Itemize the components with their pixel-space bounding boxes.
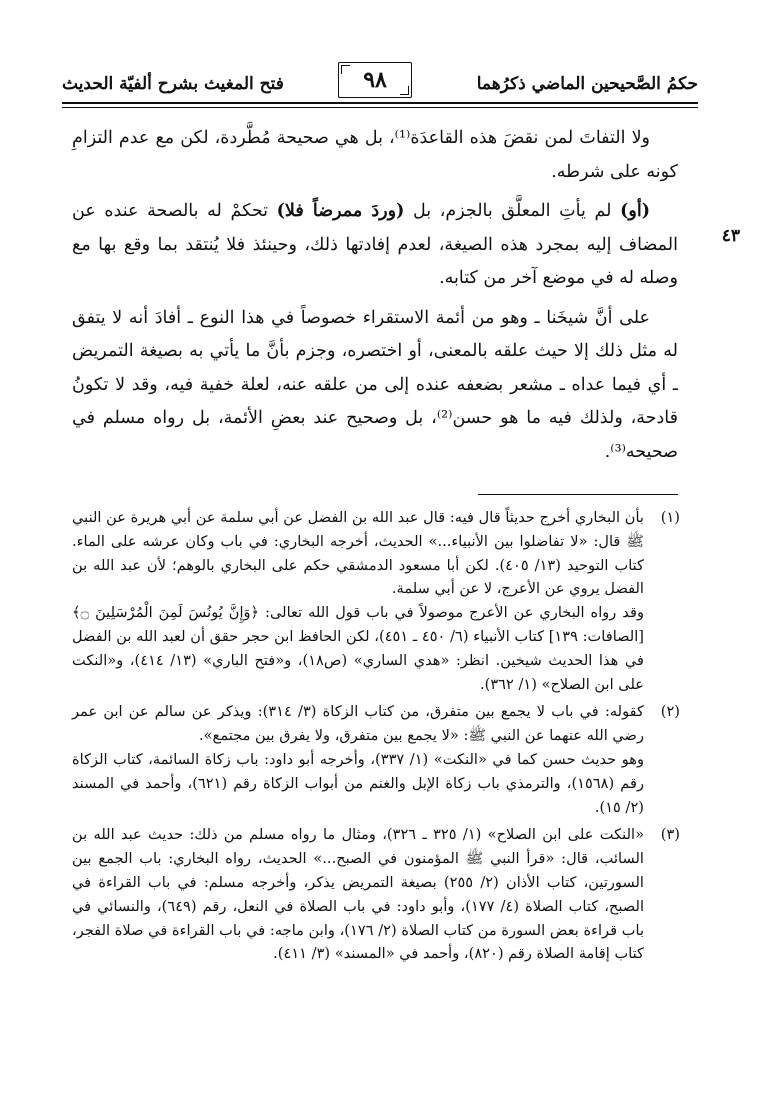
- verse-word-aw: (أو): [620, 201, 650, 221]
- footnote-text: بأن البخاري أخرج حديثاً قال فيه: قال عبد الله بن الفضل عن أبي سلمة عن أبي هريرة عن النبي ﷺ قال: «لا تفاضلوا بين الأنبياء...» الحديث، أخرجه البخاري: في باب وكان عرشه على الماء. كتاب التوحيد (١٣/ ٤٠٥). لكن أبا مسعود الدمشقي حكم على البخاري بالوهم؛ لأن عبد الله بن الفضل يروي عن الأعرج، لا عن أبي سلمة.: [72, 509, 644, 598]
- footnote-text-continued: وقد رواه البخاري عن الأعرج موصولاً في باب قول الله تعالى: ﴿وَإِنَّ يُونُسَ لَمِنَ الْمُرْسَلِينَ ۝﴾ [الصافات: ١٣٩] كتاب الأنبياء (٦/ ٤٥٠ ـ ٤٥١)، لكن الحافظ ابن حجر حقق أن لعبد الله بن الفضل في هذا الحديث شيخين. انظر: «هدي الساري» (ص١٨)، و«فتح الباري» (١٣/ ٤١٤)، و«النكت على ابن الصلاح» (١/ ٣٦٢).: [72, 604, 644, 693]
- margin-number: ٤٣: [721, 226, 740, 246]
- footnote-text-continued: وهو حديث حسن كما في «النكت» (١/ ٣٣٧)، وأخرجه أبو داود: باب زكاة السائمة، كتاب الزكاة رقم (١٥٦٨)، والترمذي باب زكاة الإبل والغنم من أبواب الزكاة رقم (٦٢١)، وأحمد في المسند (٢/ ١٥).: [72, 750, 644, 816]
- footnote-number: (١): [660, 509, 680, 526]
- footnote-number: (٢): [660, 703, 680, 721]
- footnote-2: [72, 700, 680, 819]
- paragraph-2-text-b: تحكمْ له بالصحة عنده عن المضاف إليه بمجرد هذه الصيغة، لعدم إفادتها ذلك، وحينئذ فلا يُنتقد بما وقع بها مع وصله له في موضع آخر من كتابه.: [72, 201, 678, 288]
- running-title-right: حكمُ الصَّحيحين الماضي ذكرُهما: [476, 74, 698, 94]
- page-number: ٩٨: [363, 67, 387, 93]
- paragraph-3: على أنَّ شيخَنا ـ وهو من أئمة الاستقراء خصوصاً في هذا النوع ـ أفادَ أنه لا يتفق له مثل ذلك إلا حيث علقه بالمعنى، أو اختصره، وجزم بأنَّ ما يأتي به بصيغة التمريض ـ أي فيما عداه ـ مشعر بضعفه عنده إلى من علقه عنه، لعلة خفية فيه، وقد لا تكونُ قادحة، ولذلك فيه ما هو حسن⁽²⁾، بل وصحيح عند بعضِ الأئمة، بل رواه مسلم في صحيحه⁽³⁾.: [72, 307, 678, 462]
- running-title-left: فتح المغيث بشرح ألفيّة الحديث: [62, 74, 284, 94]
- footnotes: [72, 506, 680, 970]
- verse-phrase: (وردَ ممرضاً فلا): [276, 201, 405, 221]
- header-rule: [62, 102, 698, 104]
- header-rule-thin: [62, 107, 698, 108]
- footnote-text: كقوله: في باب لا يجمع بين متفرق، من كتاب الزكاة (٣/ ٣١٤): ويذكر عن سالم عن ابن عمر رضي الله عنهما عن النبي ﷺ: «لا يجمع بين متفرق، ولا يفرق بين مجتمع».: [72, 703, 644, 745]
- footnote-text: «النكت على ابن الصلاح» (١/ ٣٢٥ ـ ٣٢٦)، ومثال ما رواه مسلم من ذلك: حديث عبد الله بن السائب، قال: «قرأ النبي ﷺ المؤمنون في الصبح...» الحديث، رواه البخاري: باب الجمع بين السورتين، كتاب الأذان (٢/ ٢٥٥) بصيغة التمريض يذكر، وأخرجه مسلم: في باب القراءة في الصبح، كتاب الصلاة (٤/ ١٧٧)، وأبو داود: في باب الصلاة في النعل، رقم (٦٤٩)، والنسائي في باب قراءة بعض السورة من كتاب الصلاة (٢/ ١٧٦)، وابن ماجه: في باب القراءة في صلاة الفجر، كتاب إقامة الصلاة رقم (٨٢٠)، وأحمد في «المسند» (٣/ ٤١١).: [72, 826, 645, 963]
- footnote-1: [72, 506, 680, 696]
- paragraph-2: [72, 195, 678, 296]
- main-text: [72, 122, 678, 475]
- footnote-separator: [478, 494, 678, 495]
- page-number-frame: [338, 62, 412, 98]
- footnote-3: [72, 823, 680, 966]
- page-header: [62, 60, 698, 104]
- footnote-number: (٣): [660, 826, 680, 844]
- paragraph-2-text-a: لم يأتِ المعلَّق بالجزم، بل: [404, 201, 621, 221]
- paragraph-1: ولا التفاتَ لمن نقضَ هذه القاعدَة⁽¹⁾، بل هي صحيحة مُطَّردة، لكن مع عدم التزامِ كونه على شرطه.: [72, 128, 678, 182]
